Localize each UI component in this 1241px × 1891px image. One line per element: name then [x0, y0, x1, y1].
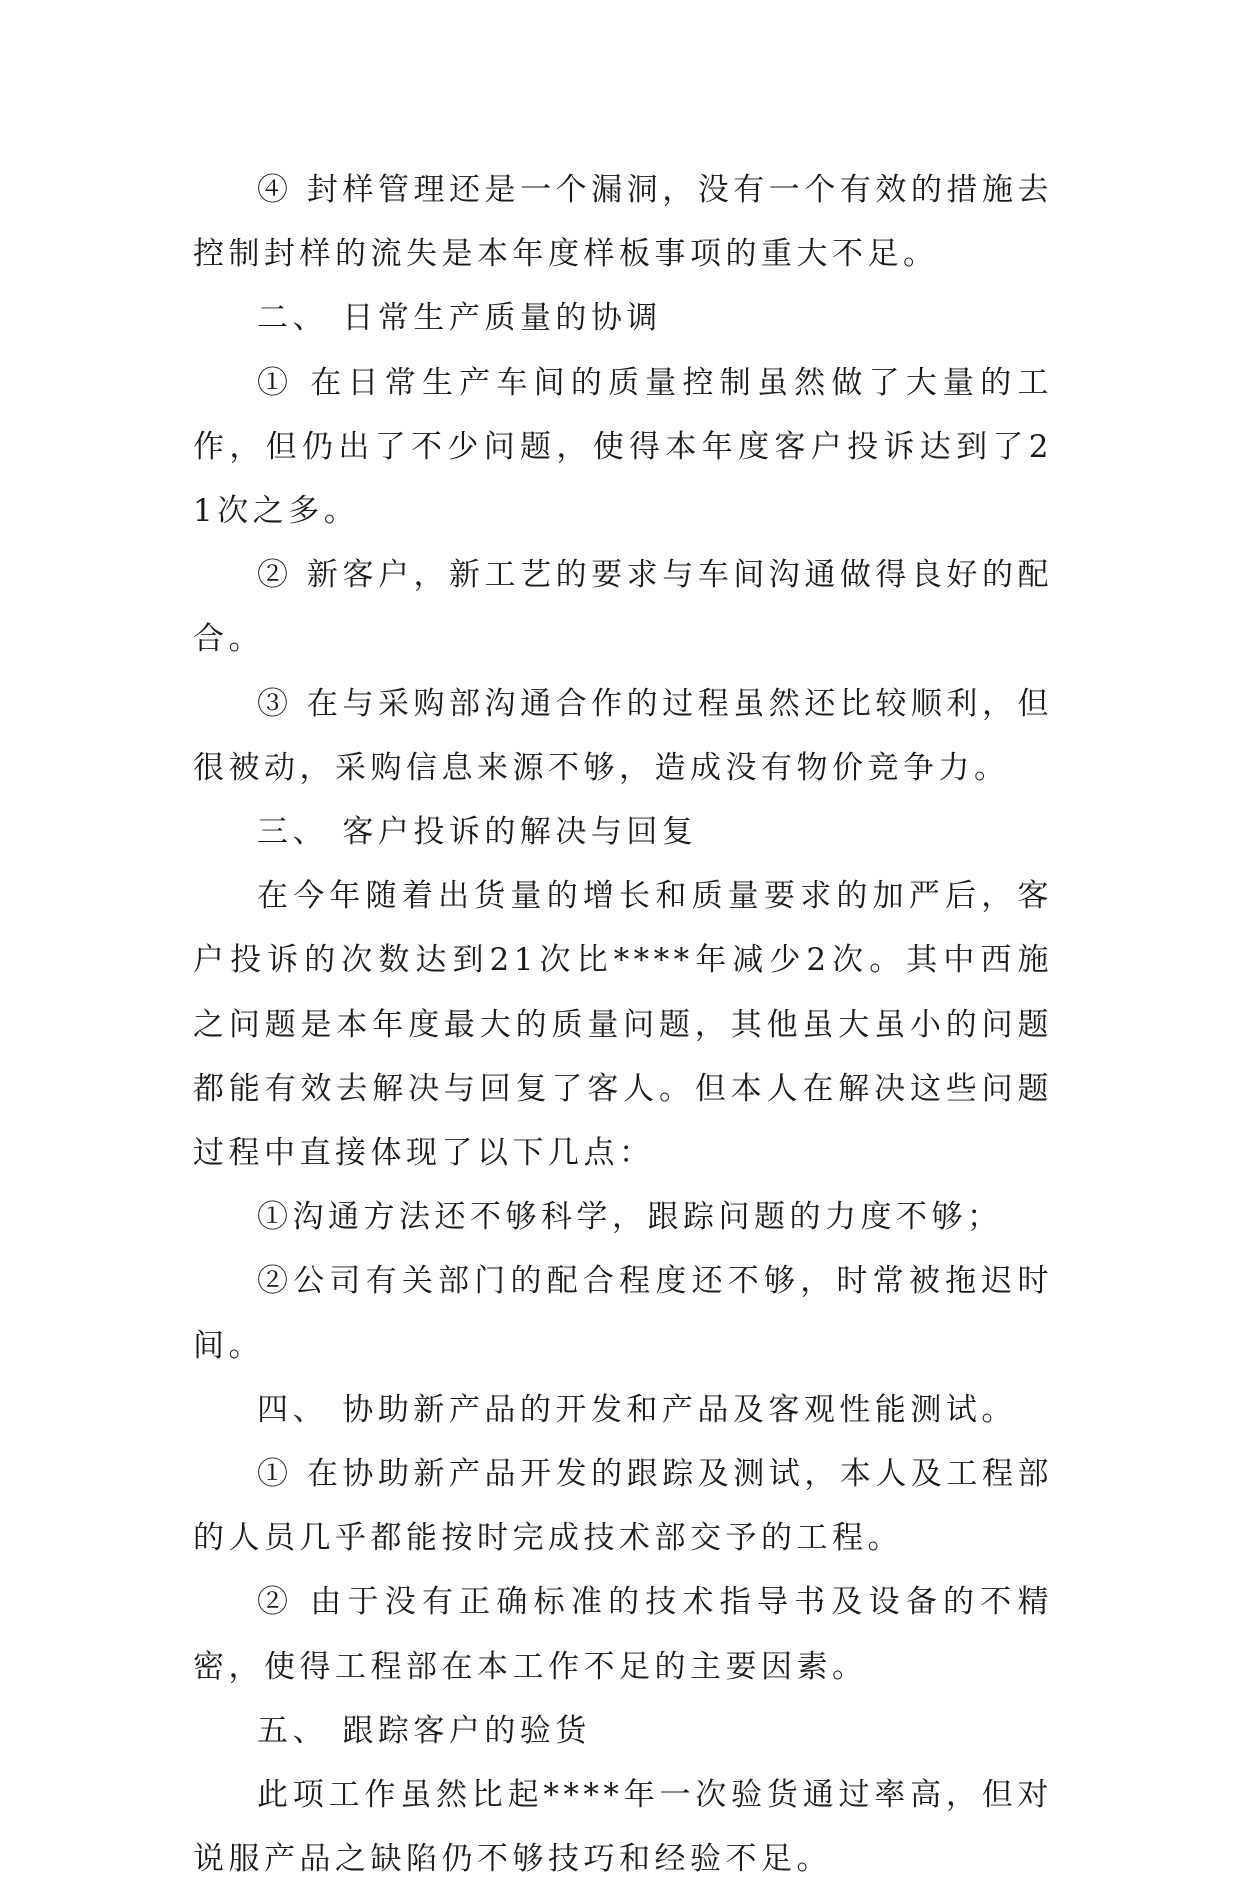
paragraph-complaint-summary: 在今年随着出货量的增长和质量要求的加严后，客户投诉的次数达到21次比****年减少2次。其中西施之问题是本年度最大的质量问题，其他虽大虽小的问题都能有效去解决与回复了客人。但本人在解决这些问题过程中直接体现了以下几点： — [193, 878, 1053, 1172]
paragraph-workshop-quality-control: ① 在日常生产车间的质量控制虽然做了大量的工作，但仍出了不少问题，使得本年度客户投诉达到了21次之多。 — [193, 364, 1053, 530]
section-heading-production-quality: 二、 日常生产质量的协调 — [257, 300, 662, 337]
document-body — [193, 158, 1053, 1891]
paragraph-technical-guidance: ② 由于没有正确标准的技术指导书及设备的不精密，使得工程部在本工作不足的主要因素。 — [193, 1584, 1053, 1685]
paragraph-purchasing-cooperation: ③ 在与采购部沟通合作的过程虽然还比较顺利，但很被动，采购信息来源不够，造成没有物价竞争力。 — [193, 685, 1053, 786]
section-heading-customer-complaints: 三、 客户投诉的解决与回复 — [257, 814, 698, 851]
section-heading-new-product-development: 四、 协助新产品的开发和产品及客观性能测试。 — [257, 1391, 1017, 1428]
paragraph-development-tracking: ① 在协助新产品开发的跟踪及测试，本人及工程部的人员几乎都能按时完成技术部交予的工程。 — [193, 1456, 1053, 1557]
section-heading-customer-inspection: 五、 跟踪客户的验货 — [257, 1712, 591, 1749]
paragraph-new-customer-process: ② 新客户，新工艺的要求与车间沟通做得良好的配合。 — [193, 557, 1053, 658]
paragraph-communication-method: ①沟通方法还不够科学，跟踪问题的力度不够； — [257, 1199, 1003, 1236]
paragraph-inspection-result: 此项工作虽然比起****年一次验货通过率高，但对说服产品之缺陷仍不够技巧和经验不足。 — [193, 1777, 1053, 1878]
paragraph-department-cooperation: ②公司有关部门的配合程度还不够，时常被拖迟时间。 — [193, 1263, 1053, 1364]
paragraph-sample-management-gap: ④ 封样管理还是一个漏洞，没有一个有效的措施去控制封样的流失是本年度样板事项的重大不足。 — [193, 172, 1053, 273]
